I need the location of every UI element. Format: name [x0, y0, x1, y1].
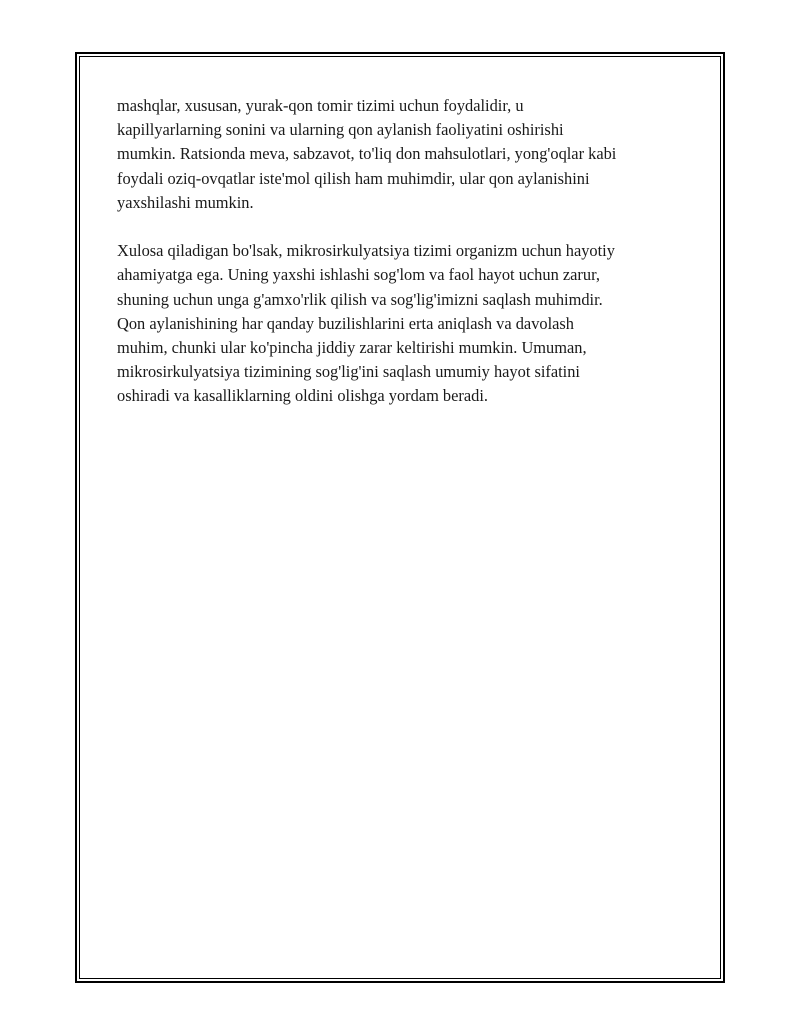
text-line: ahamiyatga ega. Uning yaxshi ishlashi sog'lom va faol hayot uchun zarur,	[117, 265, 600, 285]
text-line: kapillyarlarning sonini va ularning qon aylanish faoliyatini oshirishi	[117, 120, 564, 140]
paragraph-conclusion	[117, 239, 697, 408]
text-line: muhim, chunki ular ko'pincha jiddiy zarar keltirishi mumkin. Umuman,	[117, 338, 587, 358]
text-line: mikrosirkulyatsiya tizimining sog'lig'ini saqlash umumiy hayot sifatini	[117, 362, 580, 382]
text-line: Xulosa qiladigan bo'lsak, mikrosirkulyatsiya tizimi organizm uchun hayotiy	[117, 241, 615, 261]
text-line: Qon aylanishining har qanday buzilishlarini erta aniqlash va davolash	[117, 313, 574, 333]
text-line: mashqlar, xususan, yurak-qon tomir tizimi uchun foydalidir, u	[117, 96, 524, 115]
text-line: mumkin. Ratsionda meva, sabzavot, to'liq don mahsulotlari, yong'oqlar kabi	[117, 144, 617, 164]
document-body	[117, 94, 697, 433]
text-line: oshiradi va kasalliklarning oldini olishga yordam beradi.	[117, 386, 488, 406]
paragraph-exercise	[117, 94, 697, 215]
text-line: shuning uchun unga g'amxo'rlik qilish va sog'lig'imizni saqlash muhimdir.	[117, 289, 603, 309]
text-line: foydali oziq-ovqatlar iste'mol qilish ham muhimdir, ular qon aylanishini	[117, 168, 590, 188]
text-line: yaxshilashi mumkin.	[117, 192, 254, 212]
